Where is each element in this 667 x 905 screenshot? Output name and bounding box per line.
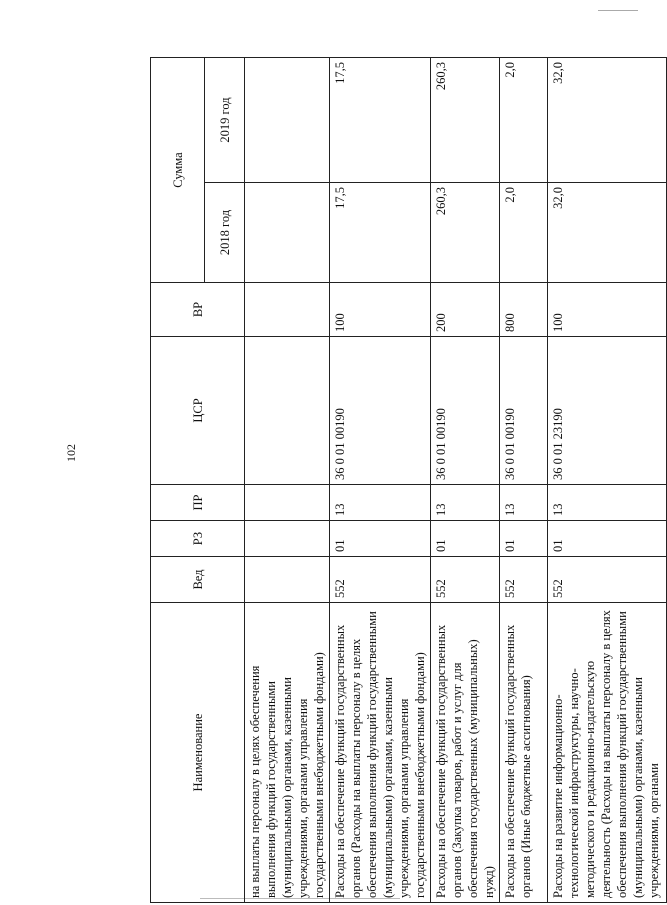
table-row xyxy=(548,58,667,903)
row-rz: 01 xyxy=(500,521,548,557)
row-sum-2018: 17,5 xyxy=(330,183,431,283)
row-csr: 36 0 01 00190 xyxy=(330,337,431,485)
row-pr: 13 xyxy=(500,485,548,521)
row-sum-2019 xyxy=(245,58,330,183)
row-csr: 36 0 01 23190 xyxy=(548,337,667,485)
header-rz: РЗ xyxy=(151,521,245,557)
row-name: Расходы на обеспечение функций государственных органов (Закупка товаров, работ и услуг для обеспечения государственных (муниципальных) нужд) xyxy=(431,603,500,903)
header-sum: Сумма xyxy=(151,58,205,283)
rotated-table-container xyxy=(150,58,661,903)
row-sum-2019: 17,5 xyxy=(330,58,431,183)
row-sum-2018: 32,0 xyxy=(548,183,667,283)
row-sum-2018: 2,0 xyxy=(500,183,548,283)
row-vr xyxy=(245,283,330,337)
row-name: на выплаты персоналу в целях обеспечения выполнения функций государственными (муниципальными) органами, казенными учреждениями, органами управления государственными внебюджетными фондами) xyxy=(245,603,330,903)
row-csr xyxy=(245,337,330,485)
row-csr: 36 0 01 00190 xyxy=(500,337,548,485)
row-vr: 100 xyxy=(548,283,667,337)
row-vr: 800 xyxy=(500,283,548,337)
header-csr: ЦСР xyxy=(151,337,245,485)
row-vr: 200 xyxy=(431,283,500,337)
row-rz: 01 xyxy=(330,521,431,557)
rotated-table-frame xyxy=(150,58,661,903)
row-ved: 552 xyxy=(330,557,431,603)
header-name: Наименование xyxy=(151,603,245,903)
row-ved xyxy=(245,557,330,603)
row-pr: 13 xyxy=(431,485,500,521)
table-row xyxy=(500,58,548,903)
scan-edge-line xyxy=(598,10,638,11)
row-rz: 01 xyxy=(548,521,667,557)
row-ved: 552 xyxy=(500,557,548,603)
header-year-2018: 2018 год xyxy=(205,183,245,283)
header-ved: Вед xyxy=(151,557,245,603)
row-sum-2019: 32,0 xyxy=(548,58,667,183)
row-name: Расходы на развитие информационно-технологической инфраструктуры, научно-методического и редакционно-издательскую деятельность (Расходы на выплаты персоналу в целях обеспечения выполнения функций государственными (муниципальными) органами, казенными учреждениями, органами xyxy=(548,603,667,903)
row-sum-2019: 2,0 xyxy=(500,58,548,183)
row-pr: 13 xyxy=(548,485,667,521)
row-pr xyxy=(245,485,330,521)
row-name: Расходы на обеспечение функций государственных органов (Расходы на выплаты персоналу в целях обеспечения выполнения функций государственными (муниципальными) органами, казенными учреждениями, органами управления государственными внебюджетными фондами) xyxy=(330,603,431,903)
budget-table xyxy=(150,57,667,903)
table-row xyxy=(431,58,500,903)
header-pr: ПР xyxy=(151,485,245,521)
header-vr: ВР xyxy=(151,283,245,337)
row-name: Расходы на обеспечение функций государственных органов (Иные бюджетные ассигнования) xyxy=(500,603,548,903)
table-row xyxy=(245,58,330,903)
row-rz xyxy=(245,521,330,557)
header-year-2019: 2019 год xyxy=(205,58,245,183)
row-vr: 100 xyxy=(330,283,431,337)
row-sum-2018 xyxy=(245,183,330,283)
row-rz: 01 xyxy=(431,521,500,557)
row-pr: 13 xyxy=(330,485,431,521)
row-csr: 36 0 01 00190 xyxy=(431,337,500,485)
row-ved: 552 xyxy=(431,557,500,603)
row-sum-2018: 260,3 xyxy=(431,183,500,283)
table-row xyxy=(330,58,431,903)
page-number: 102 xyxy=(64,444,78,462)
row-sum-2019: 260,3 xyxy=(431,58,500,183)
row-ved: 552 xyxy=(548,557,667,603)
